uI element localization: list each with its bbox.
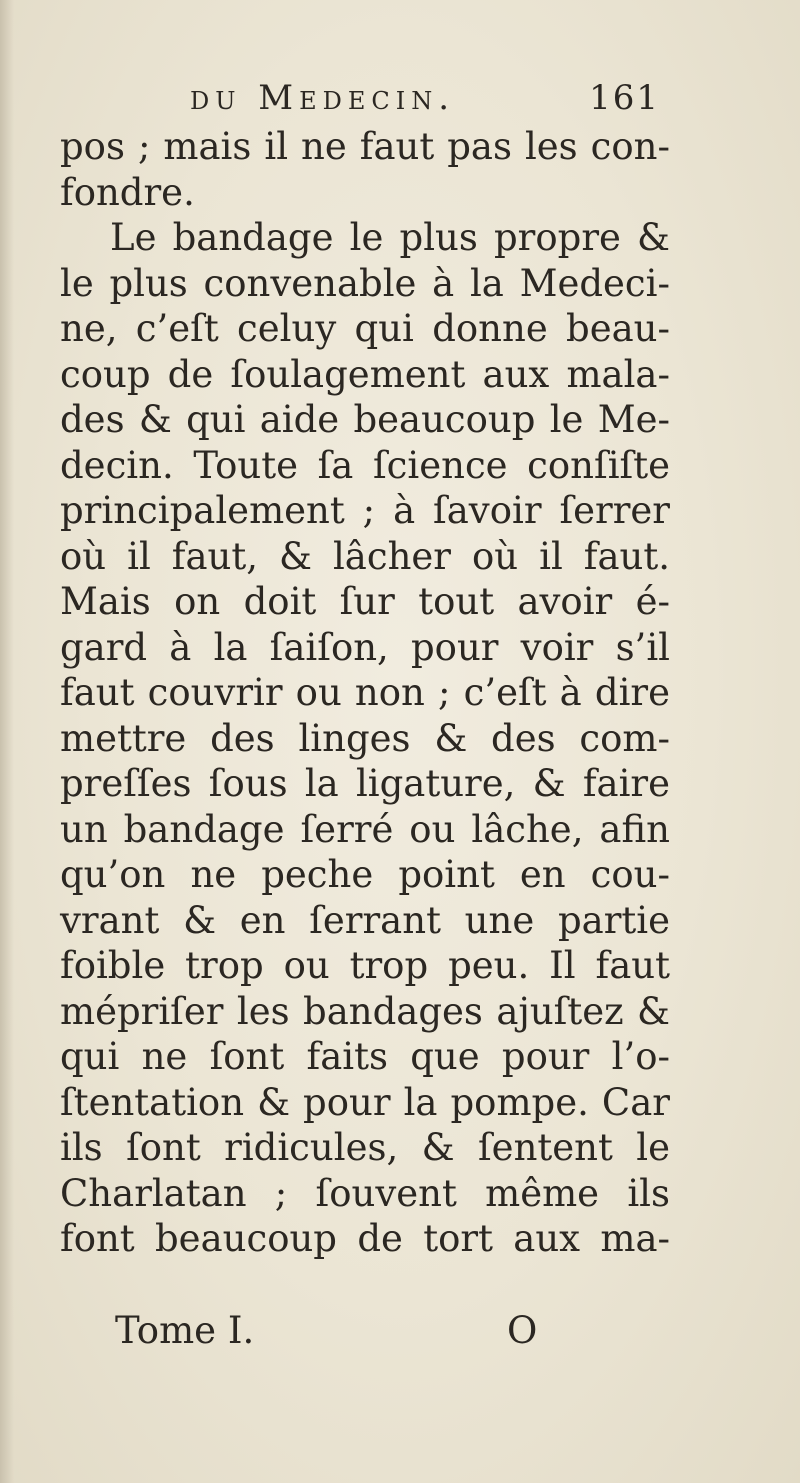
text-line: font beaucoup de tort aux ma- <box>60 1217 670 1260</box>
text-line: vrant & en ſerrant une partie <box>60 898 670 942</box>
text-line: gard à la ſaiſon, pour voir s’il <box>60 625 670 669</box>
volume-label: Tome I. <box>115 1309 255 1352</box>
text-line: fondre. <box>60 170 195 214</box>
text-line: foible trop ou trop peu. Il faut <box>60 944 670 987</box>
text-line: faut couvrir ou non ; c’eſt à dire <box>60 671 670 714</box>
text-line: preſſes ſous la ligature, & faire <box>60 762 670 805</box>
text-line: qu’on ne peche point en cou- <box>60 853 670 896</box>
text-line: principalement ; à ſavoir ſerrer <box>60 489 670 532</box>
page-gutter-shadow <box>0 0 14 1483</box>
text-line: un bandage ſerré ou lâche, afin <box>60 807 670 851</box>
text-line: mépriſer les bandages ajuſtez & <box>60 989 670 1033</box>
text-line: pos ; mais il ne faut pas les con- <box>60 125 670 168</box>
text-line: où il faut, & lâcher où il faut. <box>60 534 670 578</box>
text-line: decin. Toute ſa ſcience conſiſte <box>60 443 670 487</box>
text-line: ſtentation & pour la pompe. Car <box>60 1080 670 1124</box>
page-footer <box>115 1306 575 1356</box>
page-number: 161 <box>589 78 660 118</box>
body-text <box>60 124 670 1262</box>
text-line: ils ſont ridicules, & ſentent le <box>60 1126 670 1169</box>
signature-mark: O <box>507 1309 538 1352</box>
running-head-title: du Medecin. <box>190 78 456 118</box>
text-line: des & qui aide beaucoup le Me- <box>60 398 670 441</box>
text-line: coup de ſoulagement aux mala- <box>60 352 670 396</box>
text-line: Mais on doit ſur tout avoir é- <box>60 580 670 623</box>
text-line: le plus convenable à la Medeci- <box>60 261 670 305</box>
paragraph-first-line: Le bandage le plus propre & <box>110 216 670 259</box>
text-line: mettre des linges & des com- <box>60 716 670 760</box>
running-head <box>190 72 660 124</box>
text-line: Charlatan ; ſouvent même ils <box>60 1171 670 1215</box>
text-line: ne, c’eſt celuy qui donne beau- <box>60 307 670 350</box>
text-line: qui ne ſont faits que pour l’o- <box>60 1035 670 1078</box>
